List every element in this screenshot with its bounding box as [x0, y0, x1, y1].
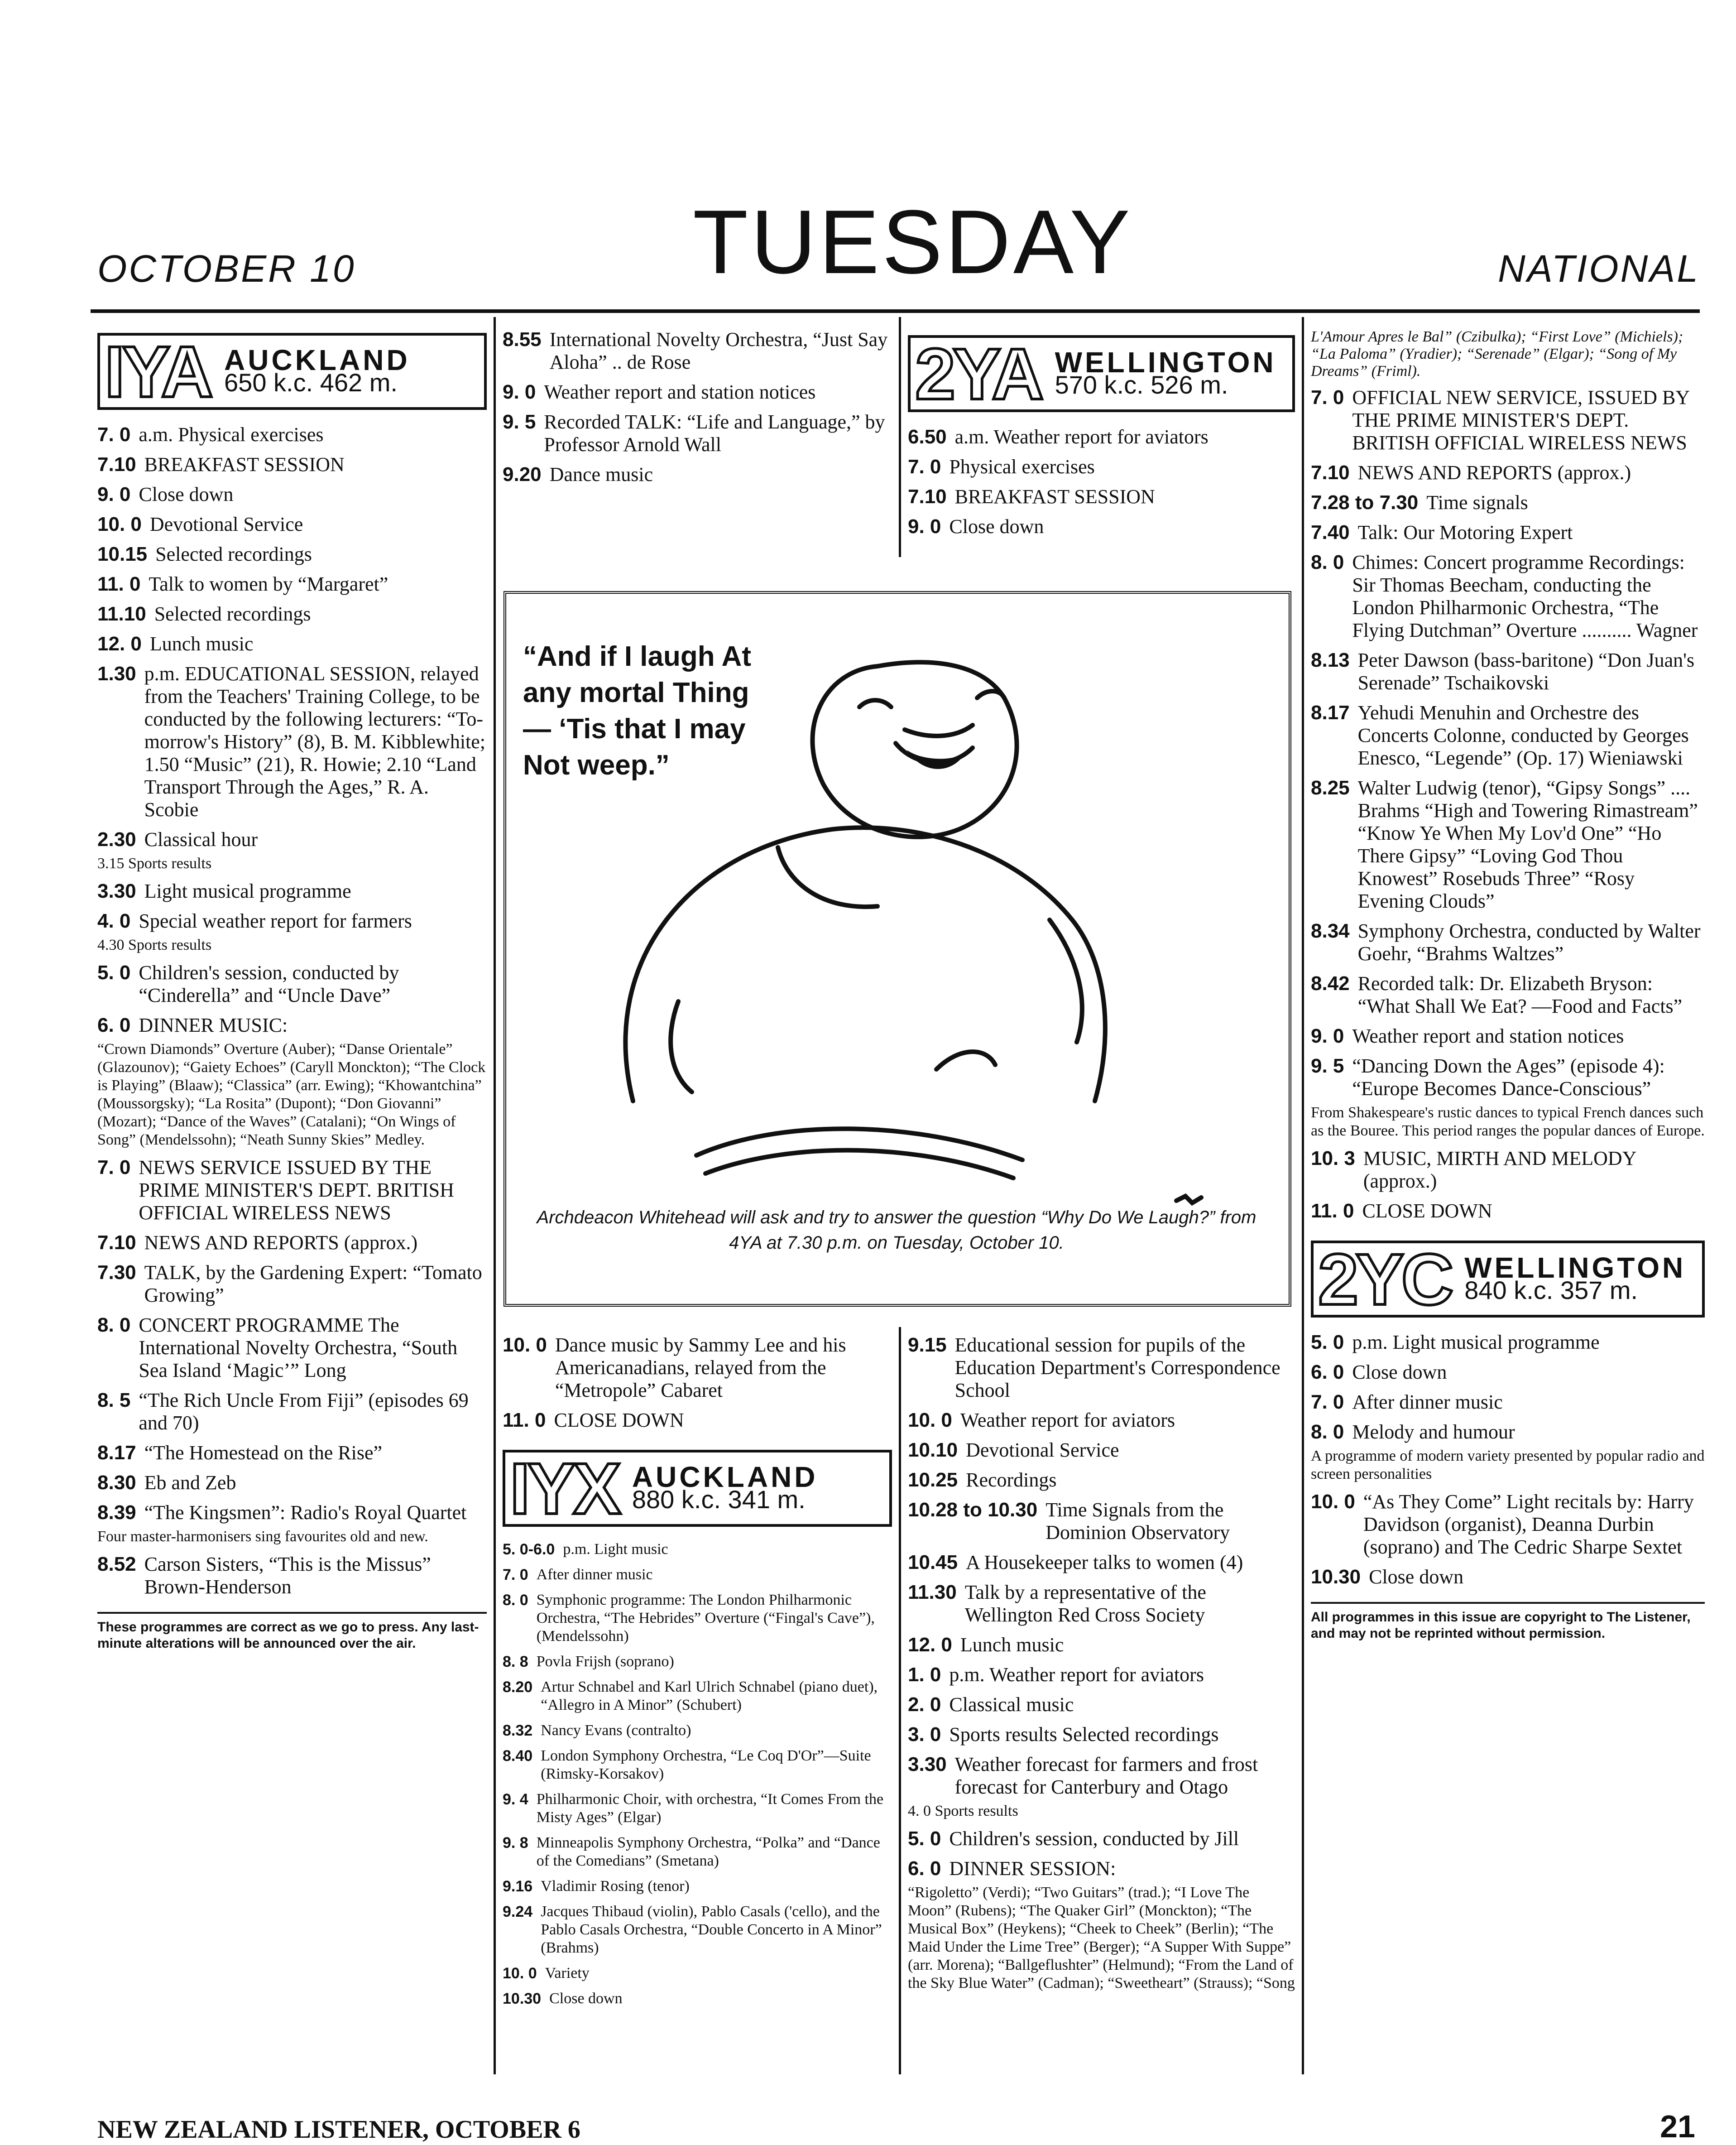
programme-entry — [1311, 462, 1705, 484]
programme-entry — [908, 1409, 1295, 1432]
header-day: TUESDAY — [693, 192, 1133, 293]
programme-title: Vladimir Rosing (tenor) — [541, 1878, 690, 1895]
programme-time: 9. 0 — [97, 483, 131, 505]
programme-title: Recorded TALK: “Life and Language,” by Professor Arnold Wall — [544, 411, 885, 456]
programme-title: Selected recordings — [154, 603, 311, 625]
programme-note: A programme of modern variety presented by popular radio and screen personalities — [1311, 1448, 1705, 1482]
programme-list — [97, 423, 487, 1598]
programme-list — [908, 1334, 1295, 1992]
programme-entry — [503, 1747, 892, 1783]
column-divider — [899, 317, 901, 557]
programme-title: “The Kingsmen”: Radio's Royal Quartet — [144, 1501, 467, 1524]
programme-entry — [1311, 1361, 1705, 1384]
programme-entry — [1311, 1200, 1705, 1222]
programme-entry — [1311, 386, 1705, 454]
station-box-1yx — [503, 1450, 892, 1527]
column-divider — [899, 1327, 901, 2074]
programme-entry — [503, 1591, 892, 1645]
column-2ya-continued — [908, 1334, 1295, 2000]
station-frequency: 880 k.c. 341 m. — [632, 1485, 806, 1514]
programme-title: DINNER MUSIC: — [139, 1014, 288, 1036]
programme-entry — [503, 1834, 892, 1870]
programme-time: 10.30 — [503, 1990, 542, 2007]
programme-time: 7.28 to 7.30 — [1311, 491, 1419, 514]
programme-title: “As They Come” Light recitals by: Harry Davidson (organist), Deanna Durbin (soprano) and The Cedric Sharpe Sextet — [1363, 1491, 1694, 1558]
programme-entry — [97, 453, 487, 476]
programme-time: 12. 0 — [97, 633, 142, 655]
publication-footer: NEW ZEALAND LISTENER, OCTOBER 6 — [97, 2116, 580, 2144]
programme-entry — [1311, 972, 1705, 1018]
programme-time: 10. 0 — [97, 513, 142, 535]
programme-time: 8. 0 — [1311, 1421, 1344, 1443]
programme-entry — [97, 423, 487, 446]
programme-title: Weather forecast for farmers and frost forecast for Canterbury and Otago — [954, 1753, 1258, 1798]
programme-note: 4.30 Sports results — [97, 937, 212, 953]
programme-title: BREAKFAST SESSION — [954, 486, 1155, 508]
programme-title: p.m. Weather report for aviators — [949, 1664, 1204, 1686]
programme-time: 8.30 — [97, 1472, 136, 1494]
programme-time: 7.10 — [908, 486, 947, 508]
programme-entry — [1311, 1147, 1705, 1193]
station-frequency: 650 k.c. 462 m. — [224, 368, 398, 397]
programme-entry — [503, 1722, 892, 1740]
programme-title: Talk: Our Motoring Expert — [1357, 521, 1573, 543]
programme-title: TALK, by the Gardening Expert: “Tomato Growing” — [144, 1261, 482, 1306]
programme-entry — [97, 880, 487, 903]
programme-title: Devotional Service — [149, 513, 303, 535]
programme-time: 10. 0 — [1311, 1491, 1355, 1513]
programme-title: After dinner music — [536, 1566, 653, 1583]
programme-title: BREAKFAST SESSION — [144, 453, 345, 476]
programme-time: 5. 0 — [908, 1828, 941, 1850]
programme-time: 8.25 — [1311, 777, 1350, 799]
programme-title: Nancy Evans (contralto) — [541, 1722, 691, 1739]
programme-title: Symphony Orchestra, conducted by Walter Goehr, “Brahms Waltzes” — [1357, 920, 1701, 965]
programme-entry — [97, 1553, 487, 1598]
programme-time: 8. 0 — [1311, 551, 1344, 573]
programme-title: Children's session, conducted by Jill — [949, 1828, 1239, 1850]
programme-title: Eb and Zeb — [144, 1472, 236, 1494]
programme-time: 10. 0 — [503, 1965, 537, 1982]
programme-note: 3.15 Sports results — [97, 855, 212, 872]
column-2ya-evening — [1311, 328, 1705, 1642]
programme-entry — [97, 633, 487, 655]
programme-time: 7.10 — [97, 1231, 136, 1254]
programme-time: 9. 0 — [503, 381, 536, 403]
programme-time: 10. 3 — [1311, 1147, 1355, 1169]
programme-entry — [908, 1551, 1295, 1574]
programme-entry — [97, 1389, 487, 1434]
programme-entry — [908, 1334, 1295, 1402]
station-frequency: 570 k.c. 526 m. — [1055, 370, 1228, 399]
programme-title: p.m. EDUCATIONAL SESSION, relayed from the Teachers' Training College, to be conducted by the following lecturers: “To-morrow's History” (8), B. M. Kibblewhite; 1.50 “Music” (21), R. Howie; 2.10 “Land Transport Through the Ages,” R. A. Scobie — [144, 663, 486, 821]
programme-entry — [1311, 551, 1705, 642]
programme-time: 8.34 — [1311, 920, 1350, 942]
programme-entry — [503, 1540, 892, 1558]
programme-title: Close down — [1352, 1361, 1447, 1383]
programme-time: 7. 0 — [908, 456, 941, 478]
programme-title: Close down — [549, 1990, 623, 2007]
programme-title: Recordings — [966, 1469, 1057, 1491]
programme-time: 9.15 — [908, 1334, 947, 1356]
programme-title: Classical hour — [144, 828, 258, 851]
programme-entry — [97, 543, 487, 566]
programme-note: “Rigoletto” (Verdi); “Two Guitars” (trad.); “I Love The Moon” (Rubens); “The Quaker Girl” (Monckton); “The Musical Box” (Heykens); “Cheek to Cheek” (Berlin); “The Maid Under the Lime Tree” (Berger); “A Supper With Suppe” (arr. Morena); “Ballgeflushter” (Helmund); “From the Land of the Sky Blue Water” (Cadman); “Sweetheart” (Strauss); “Song — [908, 1884, 1295, 1991]
programme-entry — [97, 513, 487, 536]
programme-list — [1311, 1331, 1705, 1588]
programme-title: NEWS AND REPORTS (approx.) — [144, 1231, 418, 1254]
programme-title: Special weather report for farmers — [139, 910, 412, 932]
programme-title: NEWS AND REPORTS (approx.) — [1357, 462, 1631, 484]
programme-entry — [1311, 521, 1705, 544]
programme-entry — [97, 1231, 487, 1254]
programme-entry — [503, 1334, 892, 1402]
station-name: AUCKLAND — [224, 344, 410, 376]
programme-title: Talk to women by “Margaret” — [149, 573, 388, 595]
programme-time: 4. 0 — [97, 910, 131, 932]
programme-title: London Symphony Orchestra, “Le Coq D'Or”—Suite (Rimsky-Korsakov) — [541, 1747, 871, 1782]
programme-entry — [97, 663, 487, 821]
programme-title: Time Signals from the Dominion Observatory — [1045, 1499, 1230, 1544]
programme-title: Povla Frijsh (soprano) — [536, 1653, 674, 1670]
programme-time: 8.40 — [503, 1747, 533, 1765]
programme-time: 7.10 — [97, 453, 136, 476]
programme-entry — [97, 1314, 487, 1382]
programme-entry — [908, 515, 1295, 538]
header-date: OCTOBER 10 — [97, 247, 356, 290]
programme-entry — [97, 1501, 487, 1524]
programme-title: CLOSE DOWN — [554, 1409, 684, 1431]
programme-time: 7. 0 — [97, 423, 131, 446]
programme-entry — [503, 1678, 892, 1714]
programme-entry — [908, 1469, 1295, 1491]
station-name: WELLINGTON — [1464, 1251, 1686, 1284]
programme-time: 11. 0 — [97, 573, 141, 595]
programme-entry — [908, 1857, 1295, 1880]
programme-list — [908, 426, 1295, 538]
programme-entry — [503, 1903, 892, 1957]
station-name: WELLINGTON — [1055, 346, 1276, 379]
programme-title: “The Homestead on the Rise” — [144, 1442, 383, 1464]
programme-title: Minneapolis Symphony Orchestra, “Polka” and “Dance of the Comedians” (Smetana) — [536, 1834, 880, 1869]
programme-time: 7. 0 — [503, 1566, 528, 1583]
programme-time: 8. 8 — [503, 1653, 528, 1670]
programme-time: 9. 8 — [503, 1834, 528, 1852]
station-name: AUCKLAND — [632, 1461, 818, 1493]
programme-title: Light musical programme — [144, 880, 351, 902]
programme-entry — [503, 1566, 892, 1584]
programme-entry — [503, 1990, 892, 2008]
column-1yA — [97, 333, 487, 1652]
programme-time: 9. 0 — [908, 515, 941, 538]
programme-time: 2.30 — [97, 828, 136, 851]
programme-entry — [503, 463, 892, 486]
programme-entry — [1311, 1491, 1705, 1558]
programme-title: Philharmonic Choir, with orchestra, “It Comes From the Misty Ages” (Elgar) — [536, 1791, 884, 1826]
programme-time: 9. 0 — [1311, 1025, 1344, 1047]
station-callsign: 2YA — [915, 333, 1041, 414]
station-box-2yc — [1311, 1241, 1705, 1318]
programme-title: OFFICIAL NEW SERVICE, ISSUED BY THE PRIME MINISTER'S DEPT. BRITISH OFFICIAL WIRELESS NEWS — [1352, 386, 1689, 454]
programme-title: Weather report for aviators — [960, 1409, 1175, 1431]
programme-entry — [503, 1790, 892, 1827]
programme-entry — [503, 1964, 892, 1982]
programme-entry — [908, 1499, 1295, 1544]
programme-title: CLOSE DOWN — [1362, 1200, 1492, 1222]
programme-time: 8.20 — [503, 1678, 533, 1696]
programme-entry — [1311, 1025, 1705, 1048]
programme-list — [503, 1334, 892, 1432]
programme-title: “The Rich Uncle From Fiji” (episodes 69 and 70) — [139, 1389, 469, 1434]
programme-entry — [1311, 920, 1705, 965]
copyright-note: All programmes in this issue are copyright to The Listener, and may not be reprinted without permission. — [1311, 1602, 1705, 1642]
programme-time: 6. 0 — [1311, 1361, 1344, 1383]
programme-entry — [908, 1634, 1295, 1656]
programme-entry — [1311, 491, 1705, 514]
programme-time: 7.10 — [1311, 462, 1350, 484]
programme-list — [503, 328, 892, 486]
station-frequency: 840 k.c. 357 m. — [1464, 1276, 1638, 1304]
programme-time: 6. 0 — [908, 1857, 941, 1880]
programme-time: 11.10 — [97, 603, 146, 625]
programme-time: 10.10 — [908, 1439, 958, 1461]
programme-entry — [1311, 1055, 1705, 1100]
programme-title: Recorded talk: Dr. Elizabeth Bryson: “What Shall We Eat? —Food and Facts” — [1357, 972, 1683, 1017]
programme-time: 1. 0 — [908, 1664, 941, 1686]
programme-time: 10. 0 — [908, 1409, 952, 1431]
programme-title: “Dancing Down the Ages” (episode 4): “Europe Becomes Dance-Conscious” — [1352, 1055, 1665, 1100]
programme-time: 3. 0 — [908, 1723, 941, 1746]
programme-title: a.m. Physical exercises — [139, 423, 324, 446]
programme-time: 8.32 — [503, 1722, 533, 1739]
programme-title: Carson Sisters, “This is the Missus” Brown-Henderson — [144, 1553, 431, 1598]
header-network: NATIONAL — [1498, 247, 1700, 290]
programme-title: DINNER SESSION: — [949, 1857, 1116, 1880]
programme-entry — [97, 573, 487, 596]
programme-entry — [908, 426, 1295, 448]
page-number: 21 — [1660, 2109, 1695, 2144]
programme-time: 9. 5 — [1311, 1055, 1344, 1077]
programme-title: Sports results Selected recordings — [949, 1723, 1219, 1746]
station-callsign: 2YC — [1318, 1239, 1451, 1320]
programme-time: 11. 0 — [503, 1409, 546, 1431]
programme-note: 4. 0 Sports results — [908, 1803, 1018, 1819]
programme-title: Weather report and station notices — [1352, 1025, 1624, 1047]
programme-title: Yehudi Menuhin and Orchestre des Concerts Colonne, conducted by Georges Enesco, “Legende” (Op. 17) Wieniawski — [1357, 702, 1689, 769]
programme-title: Devotional Service — [966, 1439, 1119, 1461]
programme-entry — [503, 1653, 892, 1671]
programme-time: 9.24 — [503, 1903, 533, 1920]
programme-entry — [97, 910, 487, 933]
programme-entry — [503, 328, 892, 374]
programme-title: Chimes: Concert programme Recordings: Sir Thomas Beecham, conducting the London Philharmonic Orchestra, “The Flying Dutchman” Overture .......... Wagner — [1352, 551, 1698, 641]
programme-title: After dinner music — [1352, 1391, 1503, 1413]
programme-title: p.m. Light musical programme — [1352, 1331, 1600, 1353]
programme-title: MUSIC, MIRTH AND MELODY (approx.) — [1363, 1147, 1636, 1192]
programme-time: 3.30 — [908, 1753, 947, 1775]
programme-entry — [97, 1156, 487, 1224]
programme-entry — [1311, 1566, 1705, 1588]
programme-title: Educational session for pupils of the Education Department's Correspondence School — [954, 1334, 1280, 1401]
programme-title: Talk by a representative of the Wellington Red Cross Society — [964, 1581, 1206, 1626]
column-2-bottom — [503, 1334, 892, 2015]
programme-title: p.m. Light music — [563, 1541, 668, 1558]
programme-time: 9. 5 — [503, 411, 536, 433]
programme-time: 9.16 — [503, 1878, 533, 1895]
programme-note: “Crown Diamonds” Overture (Auber); “Danse Orientale” (Glazounov); “Gaiety Echoes” (Caryll Monckton); “The Clock is Playing” (Blaaw); “Classica” (arr. Ewing); “Khowantchina” (Moussorgsky); “La Rosita” (Dupont); “Don Giovanni” (Mozart); “Dance of the Waves” (Catalani); “On Wings of Song” (Mendelssohn); “Neath Sunny Skies” Medley. — [97, 1041, 486, 1148]
programme-time: 2. 0 — [908, 1693, 941, 1716]
programme-title: Symphonic programme: The London Philharmonic Orchestra, “The Hebrides” Overture (“Fingal's Cave”), (Mendelssohn) — [536, 1592, 875, 1645]
programme-entry — [503, 381, 892, 404]
programme-title: Weather report and station notices — [544, 381, 816, 403]
programme-time: 6.50 — [908, 426, 947, 448]
column-divider — [1302, 317, 1304, 2074]
programme-time: 1.30 — [97, 663, 136, 685]
programme-time: 5. 0 — [97, 962, 131, 984]
programme-entry — [908, 1664, 1295, 1686]
programme-title: Dance music — [549, 463, 653, 486]
programme-entry — [97, 1472, 487, 1494]
programme-entry — [97, 483, 487, 506]
programme-title: CONCERT PROGRAMME The International Novelty Orchestra, “South Sea Island ‘Magic’” Long — [139, 1314, 458, 1381]
programme-time: 7. 0 — [1311, 386, 1344, 409]
programme-entry — [908, 1828, 1295, 1850]
programme-entry — [503, 1877, 892, 1895]
programme-time: 10. 0 — [503, 1334, 547, 1356]
cartoon-caption: Archdeacon Whitehead will ask and try to answer the question “Why Do We Laugh?” from 4YA at 7.30 p.m. on Tuesday, October 10. — [537, 1207, 1256, 1253]
programme-entry — [908, 486, 1295, 508]
programme-time: 10.25 — [908, 1469, 958, 1491]
programme-entry — [1311, 1391, 1705, 1414]
programme-time: 8.13 — [1311, 649, 1350, 671]
programme-time: 10.30 — [1311, 1566, 1361, 1588]
programme-entry — [908, 1723, 1295, 1746]
programme-title: Melody and humour — [1352, 1421, 1515, 1443]
programme-title: Peter Dawson (bass-baritone) “Don Juan's Serenade” Tschaikovski — [1357, 649, 1695, 694]
programme-title: Selected recordings — [155, 543, 312, 565]
programme-time: 10.45 — [908, 1551, 958, 1573]
programme-time: 11. 0 — [1311, 1200, 1354, 1222]
programme-entry — [503, 1409, 892, 1432]
programme-time: 7.30 — [97, 1261, 136, 1284]
programme-time: 12. 0 — [908, 1634, 952, 1656]
programme-time: 8.52 — [97, 1553, 136, 1575]
programme-title: Close down — [139, 483, 234, 505]
programme-entry — [908, 1753, 1295, 1799]
dinner-music-continued: L'Amour Apres le Bal” (Czibulka); “First Love” (Michiels); “La Paloma” (Yradier); “Serenade” (Elgar); “Song of My Dreams” (Friml). — [1311, 328, 1683, 380]
programme-entry — [908, 1693, 1295, 1716]
station-box-2ya — [908, 335, 1295, 412]
programme-time: 10.15 — [97, 543, 148, 565]
programme-entry — [97, 1014, 487, 1037]
programme-title: Close down — [949, 515, 1044, 538]
station-box-1ya — [97, 333, 487, 410]
programme-title: A Housekeeper talks to women (4) — [966, 1551, 1243, 1573]
programme-entry — [97, 962, 487, 1007]
programme-title: NEWS SERVICE ISSUED BY THE PRIME MINISTER'S DEPT. BRITISH OFFICIAL WIRELESS NEWS — [139, 1156, 454, 1224]
programme-time: 6. 0 — [97, 1014, 131, 1036]
programme-time: 10.28 to 10.30 — [908, 1499, 1038, 1521]
programme-title: Children's session, conducted by “Cinderella” and “Uncle Dave” — [139, 962, 399, 1006]
programme-time: 8. 0 — [503, 1592, 528, 1609]
programme-entry — [1311, 1331, 1705, 1354]
station-callsign: IYX — [510, 1448, 619, 1529]
top-rule — [91, 309, 1700, 313]
programme-time: 7. 0 — [97, 1156, 131, 1178]
programme-entry — [908, 1581, 1295, 1626]
programme-entry — [908, 456, 1295, 478]
programme-time: 8.42 — [1311, 972, 1350, 995]
programme-list — [1311, 386, 1705, 1222]
column-2ya — [908, 335, 1295, 545]
programme-entry — [97, 1261, 487, 1307]
programme-entry — [1311, 649, 1705, 694]
programme-time: 3.30 — [97, 880, 136, 902]
programme-entry — [97, 1442, 487, 1464]
programme-time: 8.17 — [97, 1442, 136, 1464]
programme-time: 5. 0 — [1311, 1331, 1344, 1353]
column-2-top — [503, 328, 892, 493]
programme-title: Time signals — [1426, 491, 1528, 514]
programme-time: 8.55 — [503, 328, 542, 351]
programme-title: Variety — [545, 1965, 590, 1981]
programme-time: 8. 0 — [97, 1314, 131, 1336]
programme-title: a.m. Weather report for aviators — [954, 426, 1208, 448]
programme-time: 5. 0-6.0 — [503, 1541, 555, 1558]
programme-title: Jacques Thibaud (violin), Pablo Casals ('cello), and the Pablo Casals Orchestra, “Double Concerto in A Minor” (Brahms) — [541, 1903, 882, 1956]
programme-time: 8. 5 — [97, 1389, 131, 1411]
programme-time: 7.40 — [1311, 521, 1350, 543]
programme-title: Physical exercises — [949, 456, 1095, 478]
programme-title: Lunch music — [960, 1634, 1064, 1656]
programme-note: From Shakespeare's rustic dances to typical French dances such as the Bouree. This period ranges the popular dances of Europe. — [1311, 1104, 1705, 1139]
programme-entry — [97, 603, 487, 625]
programme-title: Close down — [1369, 1566, 1464, 1588]
programme-title: Artur Schnabel and Karl Ulrich Schnabel (piano duet), “Allegro in A Minor” (Schubert) — [541, 1678, 878, 1713]
footnote: These programmes are correct as we go to press. Any last-minute alterations will be announced over the air. — [97, 1612, 487, 1652]
cartoon-quote: “And if I laugh At any mortal Thing — ‘Tis that I may Not weep.” — [523, 641, 751, 781]
programme-time: 9. 4 — [503, 1791, 528, 1808]
programme-title: Dance music by Sammy Lee and his Americanadians, relayed from the “Metropole” Cabaret — [555, 1334, 846, 1401]
programme-title: Classical music — [949, 1693, 1074, 1716]
programme-entry — [1311, 777, 1705, 913]
programme-title: Lunch music — [149, 633, 254, 655]
programme-title: International Novelty Orchestra, “Just Say Aloha” .. de Rose — [549, 328, 888, 373]
programme-entry — [1311, 1421, 1705, 1443]
programme-entry — [503, 411, 892, 456]
programme-entry — [97, 828, 487, 851]
programme-entry — [908, 1439, 1295, 1462]
programme-time: 8.17 — [1311, 702, 1350, 724]
programme-list — [503, 1540, 892, 2008]
programme-time: 11.30 — [908, 1581, 957, 1603]
programme-entry — [1311, 702, 1705, 770]
programme-time: 7. 0 — [1311, 1391, 1344, 1413]
programme-time: 8.39 — [97, 1501, 136, 1524]
programme-time: 9.20 — [503, 463, 542, 486]
programme-title: Walter Ludwig (tenor), “Gipsy Songs” .... Brahms “High and Towering Rimastream” “Know Ye When My Lov'd One” “Ho There Gipsy” “Loving God Thou Knowest” Rosebuds Three” “Rosy Evening Clouds” — [1357, 777, 1698, 912]
programme-note: Four master-harmonisers sing favourites old and new. — [97, 1528, 428, 1545]
column-divider — [494, 317, 496, 2074]
station-callsign: IYA — [105, 331, 211, 412]
